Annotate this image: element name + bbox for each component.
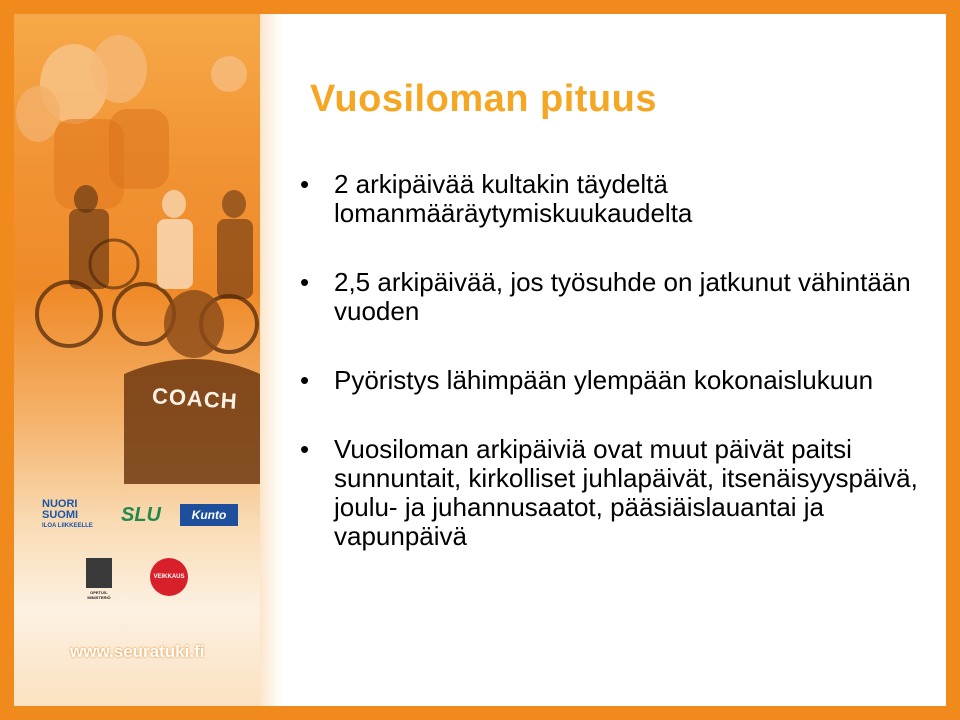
bullet-item: • 2 arkipäivää kultakin täydeltä lomanmääräytymiskuukaudelta <box>300 170 940 228</box>
veikkaus-label: VEIKKAUS <box>153 574 185 580</box>
nuori-suomi-line1: NUORI <box>42 497 78 510</box>
veikkaus-logo <box>150 558 188 596</box>
website-url: www.seuratuki.fi <box>70 642 205 661</box>
nuori-suomi-line2: SUOMI <box>42 508 79 521</box>
opetusministerio-emblem-icon <box>86 558 112 588</box>
bullet-item: • 2,5 arkipäivää, jos työsuhde on jatkunut vähintään vuoden <box>300 268 940 326</box>
nuori-suomi-tagline: ILOA LIIKKEELLE <box>42 522 93 529</box>
nuori-suomi-logo <box>42 498 106 532</box>
bullet-item: • Vuosiloman arkipäiviä ovat muut päivät paitsi sunnuntait, kirkolliset juhlapäivät, itsenäisyyspäivä, joulu- ja juhannusaatot, pääsiäislauantai ja vapunpäivä <box>300 435 940 551</box>
slide-title: Vuosiloman pituus <box>310 78 657 120</box>
bullet-list <box>300 170 940 551</box>
opetusministerio-label: OPETUS- MINISTERIÖ <box>87 590 111 600</box>
opetusministerio-logo <box>78 552 120 606</box>
slu-logo: SLU <box>121 503 161 526</box>
sidebar-photo-panel <box>14 14 260 706</box>
kunto-logo: Kunto <box>180 504 238 526</box>
panel-divider <box>260 14 282 706</box>
photo-illustration <box>14 14 260 706</box>
bullet-item: • Pyöristys lähimpään ylempään kokonaislukuun <box>300 366 940 395</box>
coach-shirt-text: COACH <box>151 383 239 414</box>
